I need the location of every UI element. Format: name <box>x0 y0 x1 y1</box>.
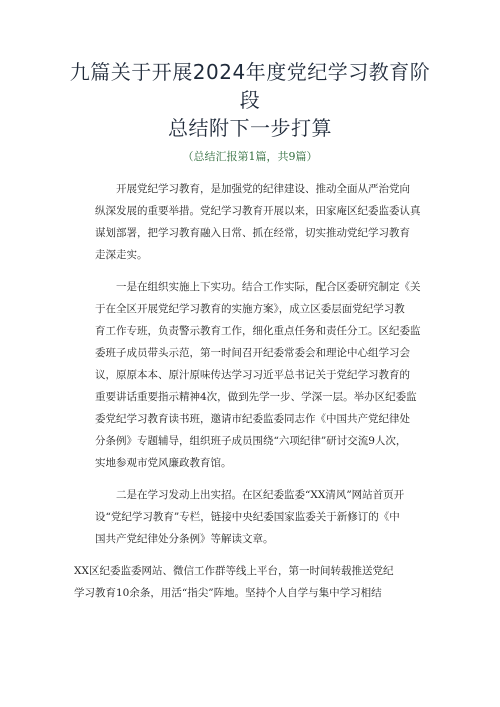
text-line: 于在全区开展党纪学习教育的实施方案》，成立区委层面党纪学习教 <box>95 303 405 315</box>
text-line: 委班子成员带头示范，第一时间召开纪委常委会和理论中心组学习会 <box>95 347 410 359</box>
text-line: 走深走实。 <box>95 249 148 261</box>
paragraph <box>74 560 432 604</box>
text-line: 育工作专班，负责警示教育工作，细化重点任务和责任分工。区纪委监 <box>95 325 421 337</box>
title-line: 总结附下一步打算 <box>168 116 332 140</box>
paragraph <box>74 484 432 550</box>
text-line: 议，原原本本、原汁原味传达学习习近平总书记关于党纪学习教育的 <box>95 369 410 381</box>
text-line: 国共产党纪律处分条例》等解读文章。 <box>95 533 274 545</box>
text-line: 实地参观市党风廉政教育馆。 <box>95 457 232 469</box>
text-line: 设“党纪学习教育”专栏，链接中央纪委国家监委关于新修订的《中 <box>95 511 400 523</box>
text-line: 开展党纪学习教育，是加强党的纪律建设、推动全面从严治党向 <box>116 183 410 195</box>
text-line: 二是在学习发动上出实招。在区纪委监委“XX清风”网站首页开 <box>116 489 405 501</box>
text-line: 谋划部署，把学习教育融入日常、抓在经常，切实推动党纪学习教育 <box>95 227 410 239</box>
document-title <box>60 58 440 142</box>
text-line: XX区纪委监委网站、微信工作群等线上平台，第一时间转载推送党纪 <box>74 565 394 577</box>
text-line: 一是在组织实施上下实功。结合工作实际，配合区委研究制定《关 <box>116 281 421 293</box>
text-line: 委党纪学习教育读书班，邀请市纪委监委同志作《中国共产党纪律处 <box>95 413 410 425</box>
text-line: 学习教育10余条，用活“指尖”阵地。坚持个人自学与集中学习相结 <box>74 587 382 599</box>
title-line: 九篇关于开展2024年度党纪学习教育阶段 <box>69 60 431 112</box>
text-line: 分条例》专题辅导，组织班子成员围绕“六项纪律”研讨交流9人次， <box>95 435 407 447</box>
document-subtitle: （总结汇报第1篇，共9篇） <box>182 150 318 163</box>
document-body <box>74 178 432 614</box>
paragraph <box>74 276 432 474</box>
paragraph <box>74 178 432 266</box>
text-line: 重要讲话重要指示精神4次，做到先学一步、学深一层。举办区纪委监 <box>95 391 417 403</box>
text-line: 纵深发展的重要举措。党纪学习教育开展以来，田家庵区纪委监委认真 <box>95 205 421 217</box>
